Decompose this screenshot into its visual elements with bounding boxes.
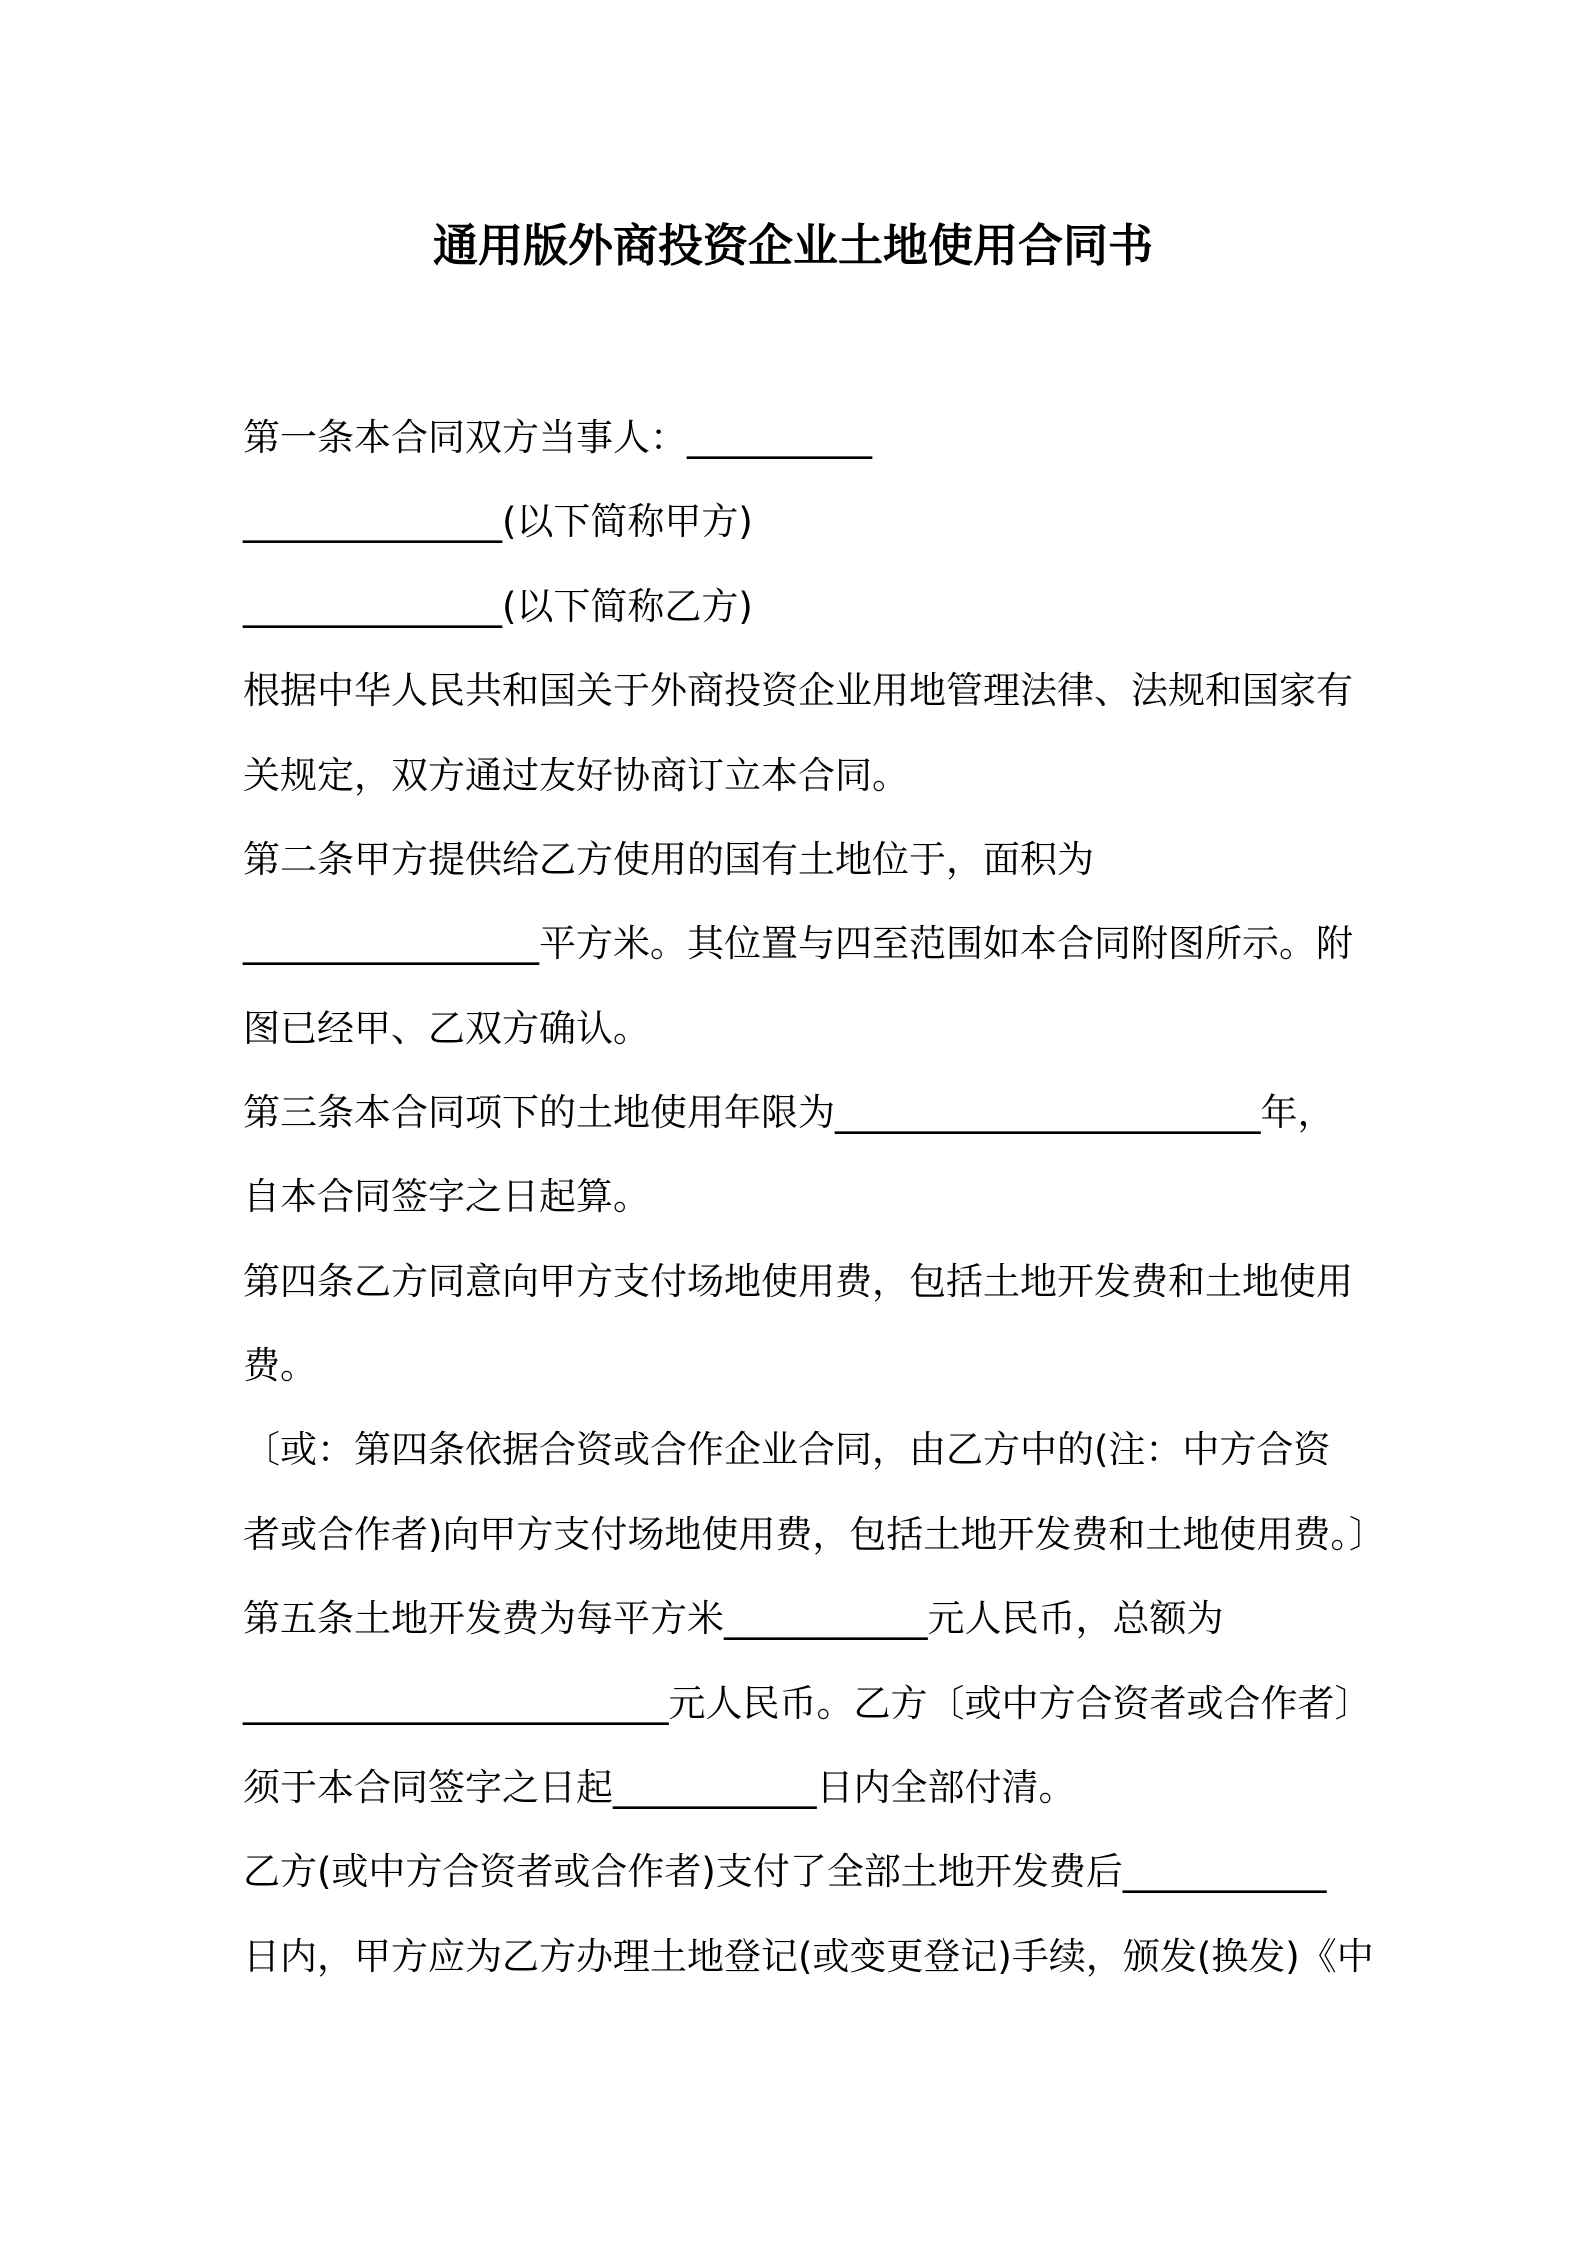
article-5-line-3: 须于本合同签字之日起___________日内全部付清。 bbox=[243, 1766, 1076, 1809]
article-2-line-1: 第二条甲方提供给乙方使用的国有土地位于，面积为 bbox=[243, 838, 1094, 881]
article-1-line-2: ______________(以下简称甲方) bbox=[243, 500, 753, 543]
article-4-line-1: 第四条乙方同意向甲方支付场地使用费，包括土地开发费和土地使用 bbox=[243, 1260, 1353, 1303]
article-3-line-2: 自本合同签字之日起算。 bbox=[243, 1175, 650, 1218]
registration-line-1: 乙方(或中方合资者或合作者)支付了全部土地开发费后___________ bbox=[243, 1850, 1327, 1893]
article-1-line-3: ______________(以下简称乙方) bbox=[243, 585, 753, 628]
preamble-line-1: 根据中华人民共和国关于外商投资企业用地管理法律、法规和国家有 bbox=[243, 669, 1353, 712]
registration-line-2: 日内，甲方应为乙方办理土地登记(或变更登记)手续，颁发(换发)《中 bbox=[243, 1935, 1374, 1978]
article-2-line-3: 图已经甲、乙双方确认。 bbox=[243, 1007, 650, 1050]
document-title: 通用版外商投资企业土地使用合同书 bbox=[432, 219, 1153, 272]
article-2-line-2: ________________平方米。其位置与四至范围如本合同附图所示。附 bbox=[243, 922, 1353, 965]
article-5-line-2: _______________________元人民币。乙方〔或中方合资者或合作者〕 bbox=[243, 1682, 1372, 1725]
article-4-line-2: 费。 bbox=[243, 1344, 317, 1387]
article-4-alt-line-2: 者或合作者)向甲方支付场地使用费，包括土地开发费和土地使用费。〕 bbox=[243, 1513, 1386, 1556]
preamble-line-2: 关规定，双方通过友好协商订立本合同。 bbox=[243, 754, 909, 797]
article-3-line-1: 第三条本合同项下的土地使用年限为_______________________年， bbox=[243, 1091, 1335, 1134]
article-5-line-1: 第五条土地开发费为每平方米___________元人民币，总额为 bbox=[243, 1597, 1224, 1640]
article-4-alt-line-1: 〔或：第四条依据合资或合作企业合同，由乙方中的(注：中方合资 bbox=[243, 1428, 1331, 1471]
article-1-line-1: 第一条本合同双方当事人：__________ bbox=[243, 416, 872, 459]
